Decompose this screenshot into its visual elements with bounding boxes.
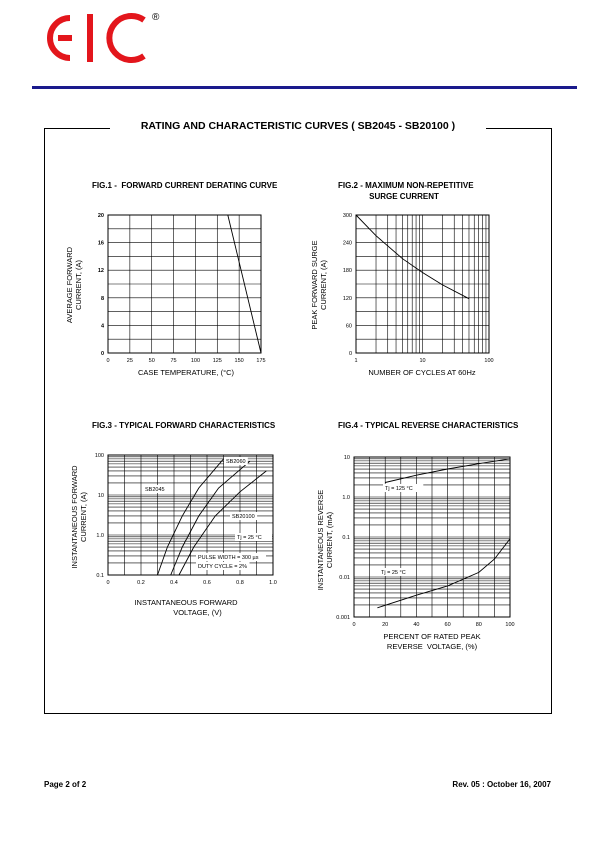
x-tick-label: 20	[382, 622, 389, 628]
fig3-chart	[80, 440, 290, 595]
y-tick-label: 0	[100, 351, 104, 357]
y-tick-label: 1.0	[342, 495, 350, 501]
y-tick-label: 240	[342, 240, 352, 247]
annotation-tj: Tj = 25 °C	[237, 535, 262, 541]
grid	[108, 215, 261, 353]
fig4-xlabel: PERCENT OF RATED PEAK REVERSE VOLTAGE, (%)	[383, 632, 481, 651]
y-tick-label: 180	[342, 268, 352, 275]
series-label-sb20100: SB20100	[232, 514, 255, 520]
series-line-1	[356, 215, 469, 299]
x-tick-label: 60	[444, 622, 451, 628]
y-tick-label: 100	[94, 453, 104, 459]
x-tick-label: 100	[190, 358, 201, 364]
fig2-xlabel: NUMBER OF CYCLES AT 60Hz	[368, 368, 476, 377]
logo-c	[109, 16, 144, 60]
x-tick-label: 150	[234, 358, 244, 364]
x-tick-label: 0.6	[203, 580, 211, 586]
y-tick-label: 0.1	[342, 535, 350, 541]
fig2-ylabel: PEAK FORWARD SURGE CURRENT, (A)	[310, 240, 328, 330]
series-label-125c: Tj = 125 °C	[385, 486, 413, 492]
logo-mark	[50, 14, 144, 62]
y-tick-label: 120	[342, 295, 352, 302]
y-tick-label: 16	[97, 240, 104, 247]
x-tick-label: 125	[212, 358, 222, 364]
annotation-pulse-width: PULSE WIDTH = 300 µs	[198, 555, 259, 561]
x-tick-label: 25	[126, 358, 133, 364]
series-label-sb2060: SB2060	[226, 459, 246, 465]
annotation-duty-cycle: DUTY CYCLE = 2%	[198, 564, 247, 570]
fig1-xlabel: CASE TEMPERATURE, (°C)	[137, 368, 235, 377]
y-tick-label: 10	[97, 493, 104, 499]
y-tick-label: 0.001	[336, 615, 350, 621]
x-tick-label: 50	[148, 358, 155, 364]
fig2-chart	[328, 200, 508, 370]
eic-logo	[32, 8, 162, 66]
fig3-ylabel: INSTANTANEOUS FORWARD CURRENT, (A)	[70, 465, 88, 569]
x-tick-label: 40	[413, 622, 420, 628]
fig4-title: FIG.4 - TYPICAL REVERSE CHARACTERISTICS	[338, 421, 519, 430]
x-tick-label: 100	[484, 358, 494, 364]
y-tick-label: 0.01	[339, 575, 350, 581]
x-tick-label: 75	[170, 358, 177, 364]
fig1-title: FIG.1 - FORWARD CURRENT DERATING CURVE	[92, 181, 278, 190]
x-tick-label: 80	[475, 622, 482, 628]
fig1-ylabel: AVERAGE FORWARD CURRENT, (A)	[65, 246, 83, 324]
x-tick-label: 0.2	[137, 580, 145, 586]
y-tick-label: 4	[100, 323, 104, 330]
y-tick-label: 0.1	[96, 573, 104, 579]
x-tick-label: 175	[256, 358, 266, 364]
y-tick-label: 1.0	[96, 533, 104, 539]
x-tick-label: 0.4	[170, 580, 178, 586]
x-tick-label: 1	[354, 358, 358, 364]
y-tick-label: 0	[348, 351, 352, 357]
y-tick-label: 8	[100, 295, 104, 302]
fig4-chart	[310, 445, 525, 630]
fig4-ylabel: INSTANTANEOUS REVERSE CURRENT, (mA)	[316, 489, 334, 591]
footer-page: Page 2 of 2	[44, 780, 87, 789]
x-tick-label: 0	[106, 358, 110, 364]
registered-mark: ®	[152, 12, 160, 23]
grid	[354, 457, 510, 617]
header-rule	[32, 86, 577, 89]
y-tick-label: 60	[345, 323, 352, 330]
fig1-chart	[80, 200, 280, 370]
footer-revision: Rev. 05 : October 16, 2007	[452, 780, 551, 789]
x-tick-label: 0.8	[236, 580, 244, 586]
page-title: RATING AND CHARACTERISTIC CURVES ( SB2045 - SB20100 )	[110, 117, 486, 135]
fig3-xlabel: INSTANTANEOUS FORWARD VOLTAGE, (V)	[134, 598, 238, 617]
series-label-25c: Tj = 25 °C	[381, 570, 406, 576]
y-tick-label: 20	[97, 213, 104, 219]
x-tick-label: 100	[505, 622, 515, 628]
y-tick-label: 12	[97, 268, 104, 275]
x-tick-label: 1.0	[269, 580, 277, 586]
x-tick-label: 10	[419, 358, 426, 364]
series-label-sb2045: SB2045	[145, 487, 165, 493]
fig2-title: FIG.2 - MAXIMUM NON-REPETITIVE SURGE CURRENT	[338, 181, 474, 201]
fig3-title: FIG.3 - TYPICAL FORWARD CHARACTERISTICS	[92, 421, 276, 430]
y-tick-label: 300	[342, 213, 352, 219]
x-tick-label: 0	[106, 580, 110, 586]
y-tick-label: 10	[343, 455, 350, 461]
x-tick-label: 0	[352, 622, 356, 628]
